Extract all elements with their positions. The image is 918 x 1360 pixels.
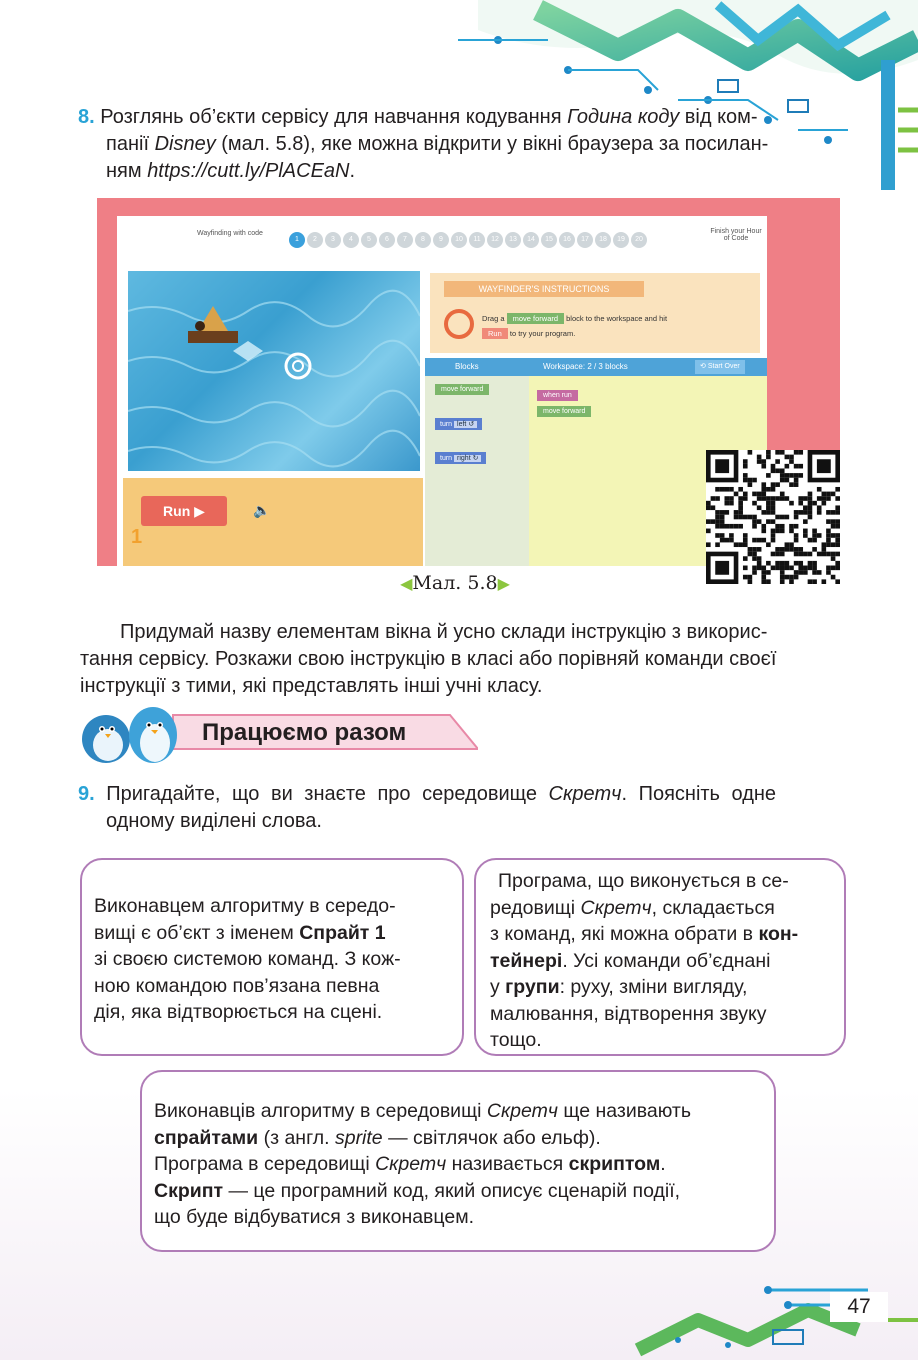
- boat-icon: [188, 306, 238, 343]
- progress-step[interactable]: 1: [289, 232, 305, 248]
- task-8-text: 8. Розглянь об’єкти сервісу для навчання кодування Година коду від ком- панії Disney (мал. 5.8), яке можна відкрити у вікні браузера за посилан- ням https://cutt.ly/PlACEaN.: [78, 106, 769, 182]
- progress-step[interactable]: 4: [343, 232, 359, 248]
- run-button[interactable]: Run ▶: [141, 496, 227, 526]
- triangle-left-icon: ◀: [400, 574, 413, 593]
- progress-step[interactable]: 3: [325, 232, 341, 248]
- code-org-screenshot: [117, 216, 767, 566]
- instructions-panel: [430, 273, 760, 353]
- progress-step[interactable]: 6: [379, 232, 395, 248]
- service-link[interactable]: https://cutt.ly/PlACEaN: [147, 160, 350, 182]
- progress-step[interactable]: 16: [559, 232, 575, 248]
- info-box-sprites: Виконавців алгоритму в середовищі Скретч ще називають спрайтами (з англ. sprite — світлячок або ельф). Програма в середовищі Скретч називається скриптом. Скрипт — це програмний код, який описує сценарій події, що буде відбуватися з виконавцем.: [140, 1070, 776, 1252]
- section-title: Працюємо разом: [202, 719, 407, 746]
- instructions-title: WAYFINDER'S INSTRUCTIONS: [444, 281, 644, 297]
- speaker-icon[interactable]: 🔈: [253, 502, 271, 518]
- progress-steps: [289, 232, 647, 248]
- game-stage: [128, 271, 420, 471]
- progress-step[interactable]: 15: [541, 232, 557, 248]
- qr-code[interactable]: [706, 450, 840, 584]
- play-icon: ▶: [194, 503, 205, 519]
- figure-caption: ◀Мал. 5.8▶: [400, 572, 510, 594]
- progress-step[interactable]: 10: [451, 232, 467, 248]
- progress-right-label[interactable]: Finish your Hour of Code: [710, 228, 762, 242]
- water-pattern: [128, 271, 420, 471]
- workspace-move-block[interactable]: move forward: [537, 406, 591, 417]
- progress-step[interactable]: 13: [505, 232, 521, 248]
- progress-step[interactable]: 20: [631, 232, 647, 248]
- progress-left-label: Wayfinding with code: [197, 230, 263, 237]
- instruction-text: Drag a move forward block to the workspace and hit Run to try your program.: [482, 314, 668, 338]
- start-over-button[interactable]: ⟲ Start Over: [695, 360, 745, 374]
- penguins-icon: [82, 707, 177, 763]
- palette-move-block[interactable]: move forward: [435, 384, 489, 395]
- spiral-icon: [444, 309, 474, 339]
- progress-step[interactable]: 17: [577, 232, 593, 248]
- progress-step[interactable]: 11: [469, 232, 485, 248]
- progress-step[interactable]: 2: [307, 232, 323, 248]
- progress-bar: [117, 216, 767, 266]
- instruction-paragraph: Придумай назву елементам вікна й усно склади інструкцію з викорис- тання сервісу. Розкажи свою інструкцію в класі або порівняй команди своєї інструкції з тими, які представлять інші учні класу.: [80, 621, 777, 697]
- step-badge: 1: [131, 526, 143, 548]
- task-9-text: 9. Пригадайте, що ви знаєте про середовище Скретч. Поясніть одне одному виділені слова.: [78, 783, 777, 832]
- progress-step[interactable]: 9: [433, 232, 449, 248]
- palette-turn-left-block[interactable]: turn left ↺: [435, 418, 482, 430]
- run-area: [123, 478, 423, 566]
- progress-step[interactable]: 5: [361, 232, 377, 248]
- progress-step[interactable]: 19: [613, 232, 629, 248]
- progress-step[interactable]: 18: [595, 232, 611, 248]
- progress-step[interactable]: 14: [523, 232, 539, 248]
- page-number: 47: [830, 1292, 888, 1322]
- progress-step[interactable]: 7: [397, 232, 413, 248]
- blocks-header-bar: Blocks Workspace: 2 / 3 blocks ⟲ Start Over: [425, 358, 767, 376]
- progress-step[interactable]: 8: [415, 232, 431, 248]
- blocks-palette: [425, 376, 529, 566]
- task-number: 9.: [78, 783, 95, 805]
- when-run-block[interactable]: when run: [537, 390, 578, 401]
- palette-turn-right-block[interactable]: turn right ↻: [435, 452, 486, 464]
- task-number: 8.: [78, 106, 95, 128]
- info-box-program: Програма, що виконується в се- редовищі Скретч, складається з команд, які можна обрати в кон- тейнері. Усі команди об’єднані у групи: руху, зміни вигляду, малювання, відтворення звуку тощо.: [474, 858, 846, 1056]
- info-box-performer: Виконавцем алгоритму в середо- вищі є об’єкт з іменем Спрайт 1 зі своєю системою команд. З кож- ною командою пов’язана певна дія, яка відтворюється на сцені.: [80, 858, 464, 1056]
- triangle-right-icon: ▶: [497, 574, 510, 593]
- progress-step[interactable]: 12: [487, 232, 503, 248]
- refresh-icon: ⟲: [700, 363, 706, 370]
